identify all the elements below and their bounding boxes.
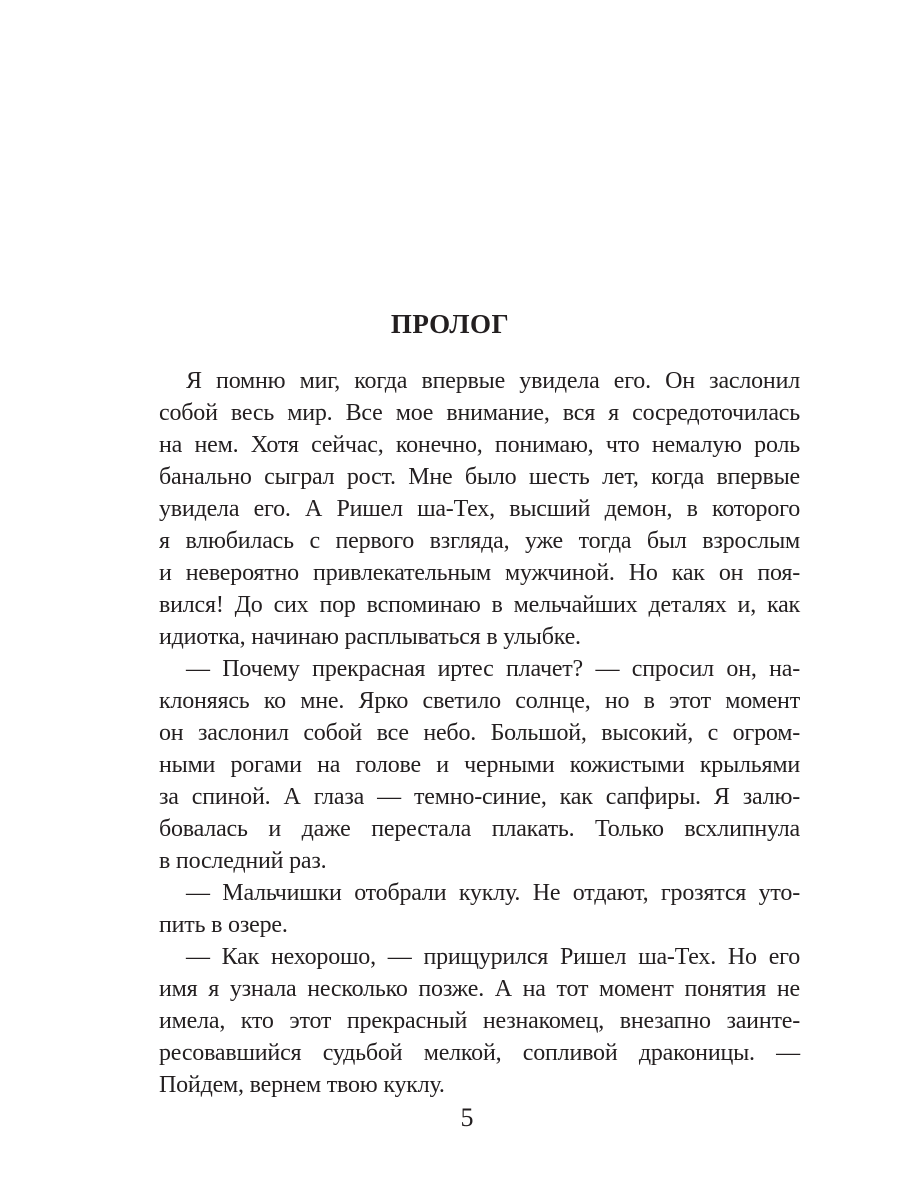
prologue-text: [159, 365, 800, 1101]
text-line: ресовавшийся судьбой мелкой, сопливой драконицы. —: [159, 1040, 800, 1066]
text-line: клоняясь ко мне. Ярко светило солнце, но в этот момент: [159, 688, 800, 714]
text-line: — Мальчишки отобрали куклу. Не отдают, грозятся уто-: [186, 880, 800, 906]
chapter-title: ПРОЛОГ: [390, 309, 510, 339]
page-number: 5: [460, 1103, 474, 1132]
text-line: и невероятно привлекательным мужчиной. Но как он поя-: [159, 560, 800, 586]
text-line: имела, кто этот прекрасный незнакомец, внезапно заинте-: [159, 1008, 800, 1034]
text-line: — Почему прекрасная иртес плачет? — спросил он, на-: [186, 656, 800, 682]
text-line: — Как нехорошо, — прищурился Ришел ша-Тех. Но его: [186, 944, 800, 970]
text-line: Я помню миг, когда впервые увидела его. Он заслонил: [186, 368, 800, 394]
text-line: за спиной. А глаза — темно-синие, как сапфиры. Я залю-: [159, 784, 800, 810]
text-line: увидела его. А Ришел ша-Тех, высший демон, в которого: [159, 496, 800, 522]
text-line: в последний раз.: [159, 848, 327, 874]
text-line: Пойдем, вернем твою куклу.: [159, 1072, 445, 1098]
text-line: собой весь мир. Все мое внимание, вся я сосредоточилась: [159, 400, 800, 426]
text-line: банально сыграл рост. Мне было шесть лет, когда впервые: [159, 464, 800, 490]
text-line: бовалась и даже перестала плакать. Только всхлипнула: [159, 816, 800, 842]
text-line: вился! До сих пор вспоминаю в мельчайших деталях и, как: [159, 592, 800, 618]
text-line: идиотка, начинаю расплываться в улыбке.: [159, 624, 581, 650]
text-line: на нем. Хотя сейчас, конечно, понимаю, что немалую роль: [159, 432, 800, 458]
text-line: пить в озере.: [159, 912, 288, 938]
text-line: ными рогами на голове и черными кожистыми крыльями: [159, 752, 800, 778]
text-line: я влюбилась с первого взгляда, уже тогда был взрослым: [159, 528, 800, 554]
text-line: имя я узнала несколько позже. А на тот момент понятия не: [159, 976, 800, 1002]
text-line: он заслонил собой все небо. Большой, высокий, с огром-: [159, 720, 800, 746]
